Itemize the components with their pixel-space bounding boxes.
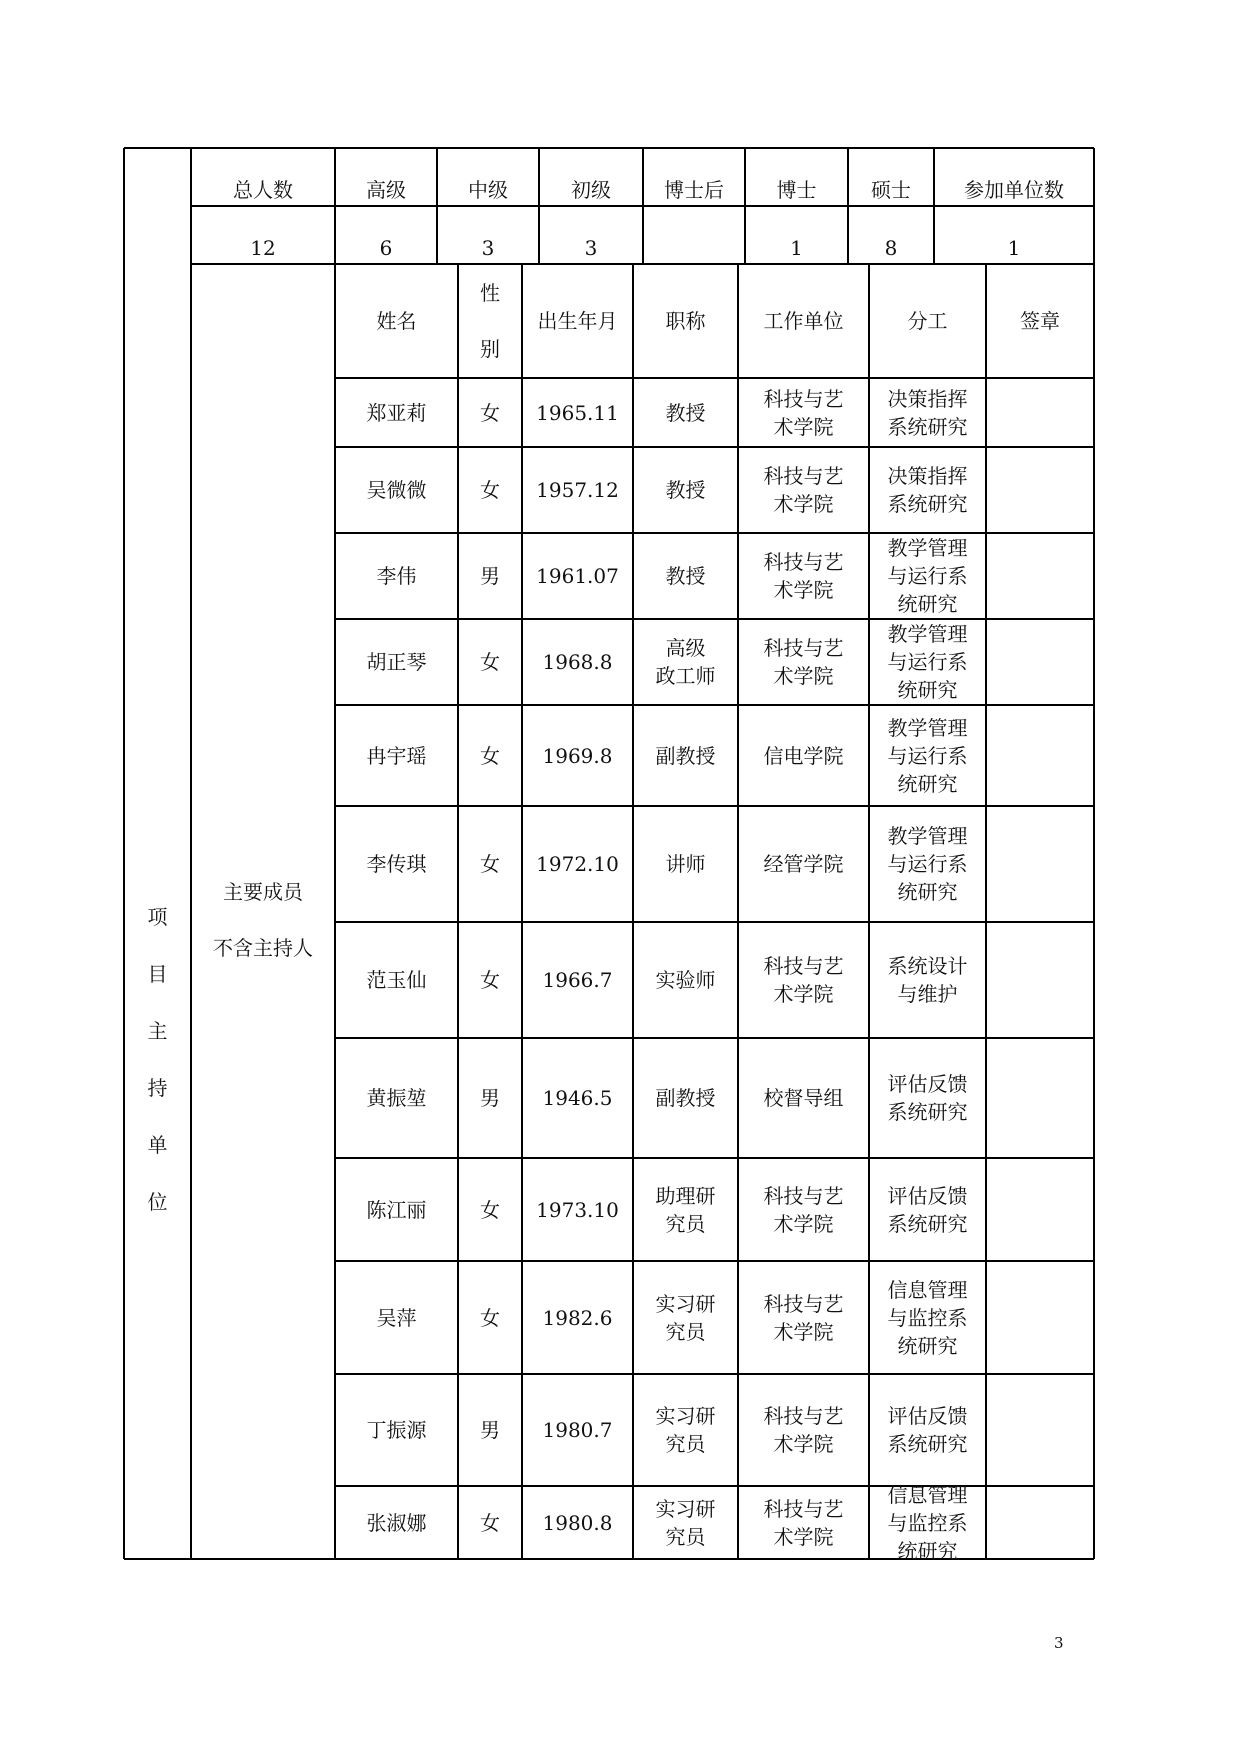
member-name: 吴微微 bbox=[366, 478, 427, 502]
member-title: 高级 政工师 bbox=[655, 636, 716, 688]
member-title: 实习研 究员 bbox=[655, 1496, 716, 1549]
member-sign bbox=[986, 922, 1094, 1038]
summary-header: 参加单位数 bbox=[964, 178, 1064, 202]
member-birth: 1965.11 bbox=[536, 400, 619, 425]
member-sign bbox=[986, 1261, 1094, 1374]
member-sex: 女 bbox=[480, 400, 500, 425]
header-unit: 工作单位 bbox=[763, 309, 844, 333]
member-unit: 科技与艺 术学院 bbox=[763, 464, 844, 516]
member-birth: 1982.6 bbox=[542, 1305, 613, 1330]
member-name: 吴萍 bbox=[376, 1305, 417, 1330]
member-unit: 科技与艺 术学院 bbox=[763, 386, 844, 439]
summary-value: 6 bbox=[379, 236, 393, 260]
member-role: 教学管理 与运行系 统研究 bbox=[887, 536, 968, 616]
member-birth: 1969.8 bbox=[542, 743, 613, 768]
summary-value: 8 bbox=[884, 236, 898, 260]
member-birth: 1968.8 bbox=[542, 650, 613, 674]
summary-value: 3 bbox=[481, 236, 495, 260]
member-unit: 校督导组 bbox=[763, 1086, 844, 1110]
member-sex: 女 bbox=[480, 650, 500, 674]
member-unit: 信电学院 bbox=[763, 743, 844, 768]
summary-header: 中级 bbox=[468, 178, 508, 202]
header-name: 姓名 bbox=[376, 309, 417, 333]
member-name: 胡正琴 bbox=[366, 650, 427, 674]
member-title: 实习研 究员 bbox=[655, 1404, 716, 1456]
member-role: 教学管理 与运行系 统研究 bbox=[887, 824, 968, 904]
member-sign bbox=[986, 533, 1094, 619]
member-sex: 男 bbox=[480, 1418, 500, 1442]
member-title: 教授 bbox=[665, 564, 706, 588]
member-sign bbox=[986, 619, 1094, 705]
section-label-char: 目 bbox=[147, 962, 168, 986]
member-unit: 科技与艺 术学院 bbox=[763, 1404, 844, 1456]
member-sign bbox=[986, 1158, 1094, 1261]
member-title: 讲师 bbox=[665, 852, 706, 876]
header-birth: 出生年月 bbox=[537, 309, 618, 333]
summary-value: 1 bbox=[1007, 236, 1021, 260]
summary-header: 高级 bbox=[366, 178, 406, 202]
header-sign: 签章 bbox=[1020, 309, 1060, 333]
member-role: 评估反馈 系统研究 bbox=[887, 1072, 968, 1124]
summary-header: 硕士 bbox=[871, 178, 911, 202]
member-sex: 女 bbox=[480, 1305, 500, 1330]
member-unit: 科技与艺 术学院 bbox=[763, 636, 844, 688]
member-name: 陈江丽 bbox=[366, 1197, 427, 1222]
member-title: 助理研 究员 bbox=[655, 1183, 716, 1236]
summary-value bbox=[643, 206, 745, 264]
header-sex-char: 别 bbox=[480, 337, 500, 361]
member-role: 决策指挥 系统研究 bbox=[887, 386, 968, 439]
header-title: 职称 bbox=[665, 309, 706, 333]
page-number: 3 bbox=[1054, 1634, 1064, 1652]
member-role: 决策指挥 系统研究 bbox=[887, 464, 968, 516]
member-role: 信息管理 与监控系 统研究 bbox=[887, 1277, 968, 1358]
section-label-char: 主 bbox=[147, 1019, 168, 1043]
summary-header: 博士后 bbox=[664, 178, 724, 202]
member-sex: 女 bbox=[480, 743, 500, 768]
section-label-char: 单 bbox=[147, 1133, 168, 1157]
member-role: 评估反馈 系统研究 bbox=[887, 1404, 968, 1456]
member-name: 范玉仙 bbox=[366, 968, 427, 992]
member-birth: 1980.7 bbox=[542, 1418, 613, 1442]
header-role: 分工 bbox=[907, 309, 948, 333]
member-sign bbox=[986, 705, 1094, 806]
members-label bbox=[191, 870, 335, 970]
member-sex: 女 bbox=[480, 1510, 500, 1535]
member-title: 教授 bbox=[665, 478, 706, 502]
member-role: 系统设计 与维护 bbox=[887, 954, 968, 1006]
member-sign bbox=[986, 1374, 1094, 1486]
member-unit: 科技与艺 术学院 bbox=[763, 1496, 844, 1549]
member-name: 郑亚莉 bbox=[366, 400, 427, 425]
section-label-char: 持 bbox=[147, 1076, 168, 1100]
summary-header: 博士 bbox=[776, 178, 817, 202]
member-role: 信息管理 与监控系 统研究 bbox=[887, 1482, 968, 1563]
section-label bbox=[124, 880, 191, 1240]
member-title: 实习研 究员 bbox=[655, 1291, 716, 1344]
section-label-char: 项 bbox=[147, 905, 168, 929]
member-unit: 科技与艺 术学院 bbox=[763, 1291, 844, 1344]
header-sex bbox=[458, 264, 522, 378]
member-unit: 科技与艺 术学院 bbox=[763, 1183, 844, 1236]
summary-header: 初级 bbox=[571, 178, 611, 202]
summary-header: 总人数 bbox=[233, 178, 293, 202]
member-role: 教学管理 与运行系 统研究 bbox=[887, 715, 968, 796]
member-name: 冉宇瑶 bbox=[366, 743, 427, 768]
member-sex: 女 bbox=[480, 478, 500, 502]
table-rule bbox=[190, 148, 192, 1559]
member-sex: 女 bbox=[480, 1197, 500, 1222]
member-unit: 科技与艺 术学院 bbox=[763, 954, 844, 1006]
member-title: 教授 bbox=[665, 400, 706, 425]
header-sex-char: 性 bbox=[480, 281, 500, 305]
member-sign bbox=[986, 378, 1094, 447]
member-title: 实验师 bbox=[655, 968, 716, 992]
member-unit: 科技与艺 术学院 bbox=[763, 550, 844, 602]
member-title: 副教授 bbox=[655, 743, 716, 768]
member-sign bbox=[986, 1038, 1094, 1158]
member-sign bbox=[986, 447, 1094, 533]
member-birth: 1966.7 bbox=[542, 968, 613, 992]
member-sex: 男 bbox=[480, 564, 500, 588]
member-sign bbox=[986, 806, 1094, 922]
summary-value: 12 bbox=[250, 236, 276, 260]
table-border-left bbox=[123, 148, 125, 1559]
member-name: 李传琪 bbox=[366, 852, 427, 876]
members-label-char: 不含主持人 bbox=[213, 936, 313, 960]
member-birth: 1946.5 bbox=[542, 1086, 613, 1110]
member-name: 张淑娜 bbox=[366, 1510, 427, 1535]
member-sex: 男 bbox=[480, 1086, 500, 1110]
members-label-char: 主要成员 bbox=[223, 880, 303, 904]
member-birth: 1980.8 bbox=[542, 1510, 613, 1535]
summary-value: 1 bbox=[790, 236, 803, 260]
member-birth: 1957.12 bbox=[536, 478, 619, 502]
member-birth: 1961.07 bbox=[536, 564, 619, 588]
member-birth: 1973.10 bbox=[536, 1197, 619, 1222]
member-name: 李伟 bbox=[376, 564, 417, 588]
member-name: 丁振源 bbox=[366, 1418, 427, 1442]
member-birth: 1972.10 bbox=[536, 852, 619, 876]
summary-value: 3 bbox=[584, 236, 598, 260]
member-sign bbox=[986, 1486, 1094, 1559]
member-sex: 女 bbox=[480, 852, 500, 876]
member-sex: 女 bbox=[480, 968, 500, 992]
member-unit: 经管学院 bbox=[763, 852, 844, 876]
section-label-char: 位 bbox=[147, 1190, 168, 1214]
member-name: 黄振堃 bbox=[366, 1086, 427, 1110]
member-title: 副教授 bbox=[655, 1086, 716, 1110]
member-role: 评估反馈 系统研究 bbox=[887, 1183, 968, 1236]
member-role: 教学管理 与运行系 统研究 bbox=[887, 622, 968, 702]
